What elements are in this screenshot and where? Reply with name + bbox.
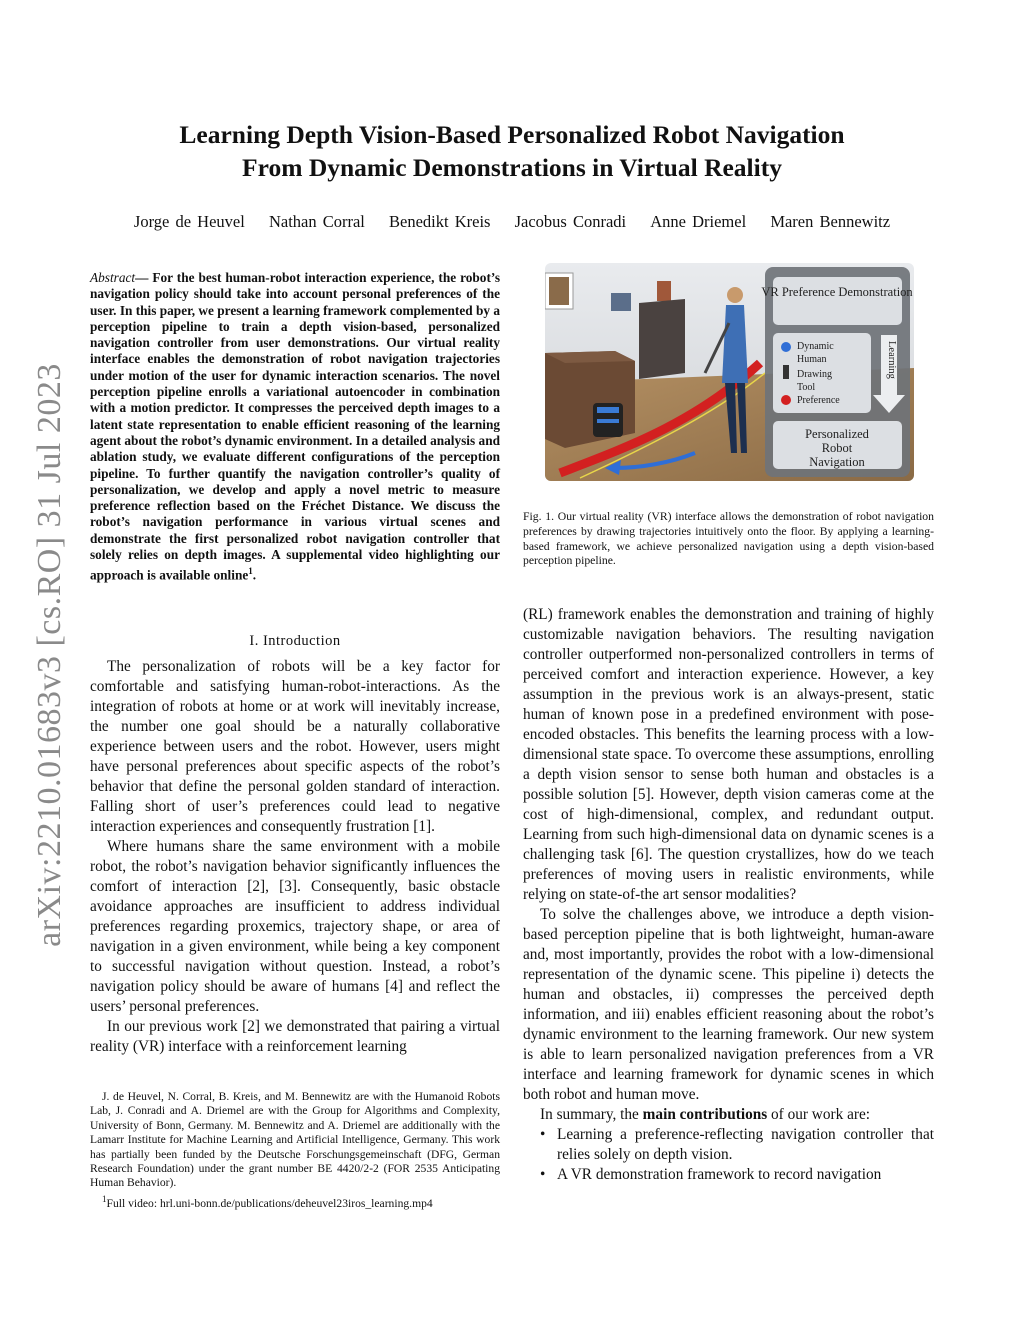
section-heading-introduction: I. Introduction bbox=[249, 633, 341, 649]
introduction-text bbox=[90, 657, 500, 1057]
contributions-list bbox=[523, 1125, 934, 1185]
footnote-ref: 1 bbox=[248, 566, 253, 577]
learning-label bbox=[886, 341, 897, 380]
author: Jacobus Conradi bbox=[514, 212, 627, 231]
video-footnote bbox=[90, 1192, 500, 1211]
legend-drawing-tool-line2: Tool bbox=[797, 382, 816, 393]
paragraph: Where humans share the same environment with a mobile robot, the robot’s navigation behavior significantly influences the comfort of interaction [2], [3]. Consequently, basic obstacle avoidance approaches are insufficient to address individual preferences regarding proxemics, trajectory shape, or area of navigation in a given environment, while being a key component to successful navigation without question. Instead, a robot’s navigation policy should be aware of humans [4] and reflect the users’ personal preferences. bbox=[90, 838, 500, 1015]
abstract-label: Abstract bbox=[90, 270, 136, 285]
arxiv-watermark bbox=[30, 365, 70, 945]
abstract bbox=[90, 270, 500, 584]
box-label-line: VR Preference Demonstration bbox=[761, 285, 913, 299]
summary-pre: In summary, the bbox=[540, 1106, 643, 1123]
author: Anne Driemel bbox=[650, 212, 747, 231]
box-label-line: Navigation bbox=[809, 455, 865, 469]
wall-picture bbox=[657, 281, 671, 301]
vr-scene-illustration bbox=[545, 263, 914, 481]
figure-1-caption: Fig. 1. Our virtual reality (VR) interface allows the demonstration of robot navigation preferences by drawing trajectories intuitively onto the floor. By applying a learning-based framework, we achieve personalized navigation using a depth vision-based perception pipeline. bbox=[523, 510, 934, 568]
author: Nathan Corral bbox=[268, 212, 365, 231]
box-label-line: Robot bbox=[821, 441, 853, 455]
summary-post: of our work are: bbox=[767, 1106, 870, 1123]
paragraph: (RL) framework enables the demonstration and training of highly customizable navigation behaviors. The resulting navigation controller outperformed non-personalized controllers in terms of perceived comfort and interaction experience. However, a key assumption in the previous work is an always-present, static human of known pose in a predefined environment with pose-encoded obstacles. This benefits the learning process with a low-dimensional state space. To overcome these assumptions, enrolling a depth vision sensor to sense both human and obstacles is a possible solution [5]. However, depth vision cameras come at the cost of high-dimensional, complex, and redundant output. Learning from such high-dimensional data on dynamic scenes is a challenging task [6]. The question crystallizes, how do we teach preferences of moving users in realistic environments, while relying on state-of-the art sensor modalities? bbox=[523, 606, 934, 903]
box-label-line: Personalized bbox=[805, 427, 869, 441]
author: Maren Bennewitz bbox=[770, 212, 891, 231]
person bbox=[727, 287, 743, 303]
affiliation-footnote: J. de Heuvel, N. Corral, B. Kreis, and M. Bennewitz are with the Humanoid Robots Lab, J. Conradi and A. Driemel are with the Group for Algorithms and Complexity, University of Bonn, Germany. M. Bennewitz and A. Driemel are additionally with the Lamarr Institute for Machine Learning and Artificial Intelligence, Germany. This work has partially been funded by the Deutsche Forschungsgemeinschaft (DFG, German Research Foundation) under the grant number BE 4420/2-2 (FOR 2535 Anticipating Human Behavior). bbox=[90, 1090, 500, 1190]
learning-text: Learning bbox=[886, 341, 897, 379]
title-line-1: Learning Depth Vision-Based Personalized Robot Navigation bbox=[179, 120, 845, 149]
abstract-text: — For the best human-robot interaction experience, the robot’s navigation policy should take into account personal preferences of the user. In this paper, we present a learning framework complemented by a perception pipeline to train a depth vision-based, personalized navigation controller from user demonstrations. Our virtual reality interface enables the demonstration of robot navigation trajectories under motion of the user for dynamic interaction scenarios. The novel perception pipeline enrolls a variational autoencoder in combination with a motion predictor. It compresses the perceived depth images to a latent state representation to enable efficient reasoning of the learning agent about the robot’s dynamic environment. In a detailed analysis and ablation study, we evaluate different configurations of the perception pipeline. To further quantify the navigation controller’s quality of personalization, we develop and apply a novel metric to measure preference reflection based on the Fréchet Distance. We discuss the robot’s navigation performance in various virtual scenes and demonstrate the first personalized robot navigation controller that solely relies on depth images. A supplemental video highlighting our approach is available online bbox=[90, 270, 500, 583]
paragraph: In our previous work [2] we demonstrated that pairing a virtual reality (VR) interface with a reinforcement learning bbox=[90, 1018, 500, 1055]
author-list bbox=[90, 212, 934, 232]
box-top-label bbox=[761, 285, 913, 299]
author: Benedikt Kreis bbox=[389, 212, 491, 231]
legend-preference: Preference bbox=[797, 395, 840, 406]
list-item: • Learning a preference-reflecting navigation controller that relies solely on depth vision. bbox=[523, 1125, 934, 1165]
list-item: • A VR demonstration framework to record navigation bbox=[523, 1165, 934, 1185]
wall-picture bbox=[611, 293, 631, 311]
title-line-2: From Dynamic Demonstrations in Virtual Reality bbox=[242, 153, 782, 182]
footnote-mark: 1 bbox=[102, 1193, 107, 1204]
paper-title bbox=[90, 118, 934, 184]
author: Jorge de Heuvel bbox=[133, 212, 245, 231]
paragraph: To solve the challenges above, we introduce a depth vision-based perception pipeline that is both lightweight, human-aware and, most importantly, provides the robot with a low-dimensional representation of the dynamic scene. This pipeline i) detects the human and obstacles, ii) compresses the perceived depth information, and iii) enables efficient reasoning about the robot’s dynamic environment to the learning framework. Our new system is able to learn personalized navigation preferences from a VR interface and learning framework for dynamic scenes in which both robot and human move. bbox=[523, 906, 934, 1103]
footnotes bbox=[90, 1090, 500, 1211]
paragraph: The personalization of robots will be a key factor for comfortable and satisfying human-robot-interactions. As the integration of robots at home or at work will inevitably increase, the number one goal should be a naturally collaborative experience between users and the robot. However, users might have personal preferences about specific aspects of the robot’s behavior that define the personal golden standard of interaction. Falling short of user’s preferences could lead to negative interaction experiences and consequently frustration [1]. bbox=[90, 658, 500, 835]
figure-1 bbox=[545, 263, 914, 481]
legend-dynamic-human: Dynamic bbox=[797, 341, 834, 352]
abstract-end: . bbox=[252, 567, 257, 583]
right-column-text bbox=[523, 605, 934, 1185]
video-url: Full video: hrl.uni-bonn.de/publications/deheuvel23iros_learning.mp4 bbox=[106, 1196, 433, 1210]
legend-drawing-tool: Drawing bbox=[797, 369, 832, 380]
wardrobe bbox=[639, 299, 685, 379]
summary-paragraph bbox=[523, 1105, 934, 1125]
arxiv-id: arXiv:2210.01683v3 [cs.RO] 31 Jul 2023 bbox=[31, 363, 68, 947]
summary-bold: main contributions bbox=[642, 1106, 768, 1123]
legend-dynamic-human-line2: Human bbox=[797, 354, 827, 365]
